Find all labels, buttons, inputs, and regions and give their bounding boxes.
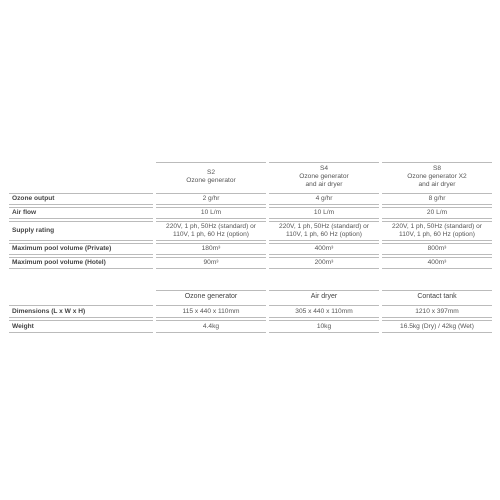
- table-row: [9, 257, 492, 269]
- table-cell: 2 g/hr: [156, 193, 266, 205]
- component-header-ozone-generator: Ozone generator: [156, 290, 266, 303]
- models-header-blank: [9, 162, 153, 191]
- model-description: Ozone generator X2: [407, 173, 467, 180]
- cell-line: 110V, 1 ph, 60 Hz (option): [173, 231, 249, 238]
- table-cell: [269, 221, 379, 241]
- table-cell: 400m³: [269, 243, 379, 255]
- table-cell: 10 L/m: [269, 207, 379, 219]
- table-cell: 10 L/m: [156, 207, 266, 219]
- table-cell: 180m³: [156, 243, 266, 255]
- model-header-s8: [382, 162, 492, 191]
- table-cell: 4 g/hr: [269, 193, 379, 205]
- model-header-s4: [269, 162, 379, 191]
- component-header-air-dryer: Air dryer: [269, 290, 379, 303]
- models-header-row: [9, 162, 492, 191]
- table-cell: 305 x 440 x 110mm: [269, 305, 379, 318]
- model-name: S2: [206, 169, 216, 176]
- models-spec-table: [6, 160, 495, 271]
- components-spec-table: [6, 288, 495, 335]
- model-description: and air dryer: [305, 181, 343, 188]
- components-header-blank: [9, 290, 153, 303]
- model-description: Ozone generator: [186, 177, 236, 184]
- cell-line: 110V, 1 ph, 60 Hz (option): [399, 231, 475, 238]
- component-header-contact-tank: Contact tank: [382, 290, 492, 303]
- table-row: [9, 207, 492, 219]
- table-cell: 1210 x 397mm: [382, 305, 492, 318]
- row-label-supply-rating: Supply rating: [9, 221, 153, 241]
- model-header-s2: [156, 162, 266, 191]
- table-row: [9, 243, 492, 255]
- table-cell: 8 g/hr: [382, 193, 492, 205]
- table-cell: 800m³: [382, 243, 492, 255]
- model-description: and air dryer: [418, 181, 456, 188]
- table-cell: 200m³: [269, 257, 379, 269]
- row-label-air-flow: Air flow: [9, 207, 153, 219]
- table-cell: [382, 221, 492, 241]
- table-cell: 400m³: [382, 257, 492, 269]
- model-name: S8: [432, 165, 442, 172]
- table-cell: 4.4kg: [156, 320, 266, 333]
- table-cell: 115 x 440 x 110mm: [156, 305, 266, 318]
- table-row: [9, 320, 492, 333]
- cell-line: 220V, 1 ph, 50Hz (standard) or: [166, 223, 256, 230]
- row-label-dimensions: Dimensions (L x W x H): [9, 305, 153, 318]
- model-name: S4: [319, 165, 329, 172]
- table-row: [9, 305, 492, 318]
- table-cell: 16.5kg (Dry) / 42kg (Wet): [382, 320, 492, 333]
- model-description: Ozone generator: [299, 173, 349, 180]
- row-label-max-pool-hotel: Maximum pool volume (Hotel): [9, 257, 153, 269]
- table-cell: 20 L/m: [382, 207, 492, 219]
- row-label-max-pool-private: Maximum pool volume (Private): [9, 243, 153, 255]
- table-cell: [156, 221, 266, 241]
- table-cell: 90m³: [156, 257, 266, 269]
- row-label-weight: Weight: [9, 320, 153, 333]
- table-row: [9, 193, 492, 205]
- components-header-row: [9, 290, 492, 303]
- cell-line: 220V, 1 ph, 50Hz (standard) or: [279, 223, 369, 230]
- row-label-ozone-output: Ozone output: [9, 193, 153, 205]
- cell-line: 220V, 1 ph, 50Hz (standard) or: [392, 223, 482, 230]
- cell-line: 110V, 1 ph, 60 Hz (option): [286, 231, 362, 238]
- table-row: [9, 221, 492, 241]
- table-cell: 10kg: [269, 320, 379, 333]
